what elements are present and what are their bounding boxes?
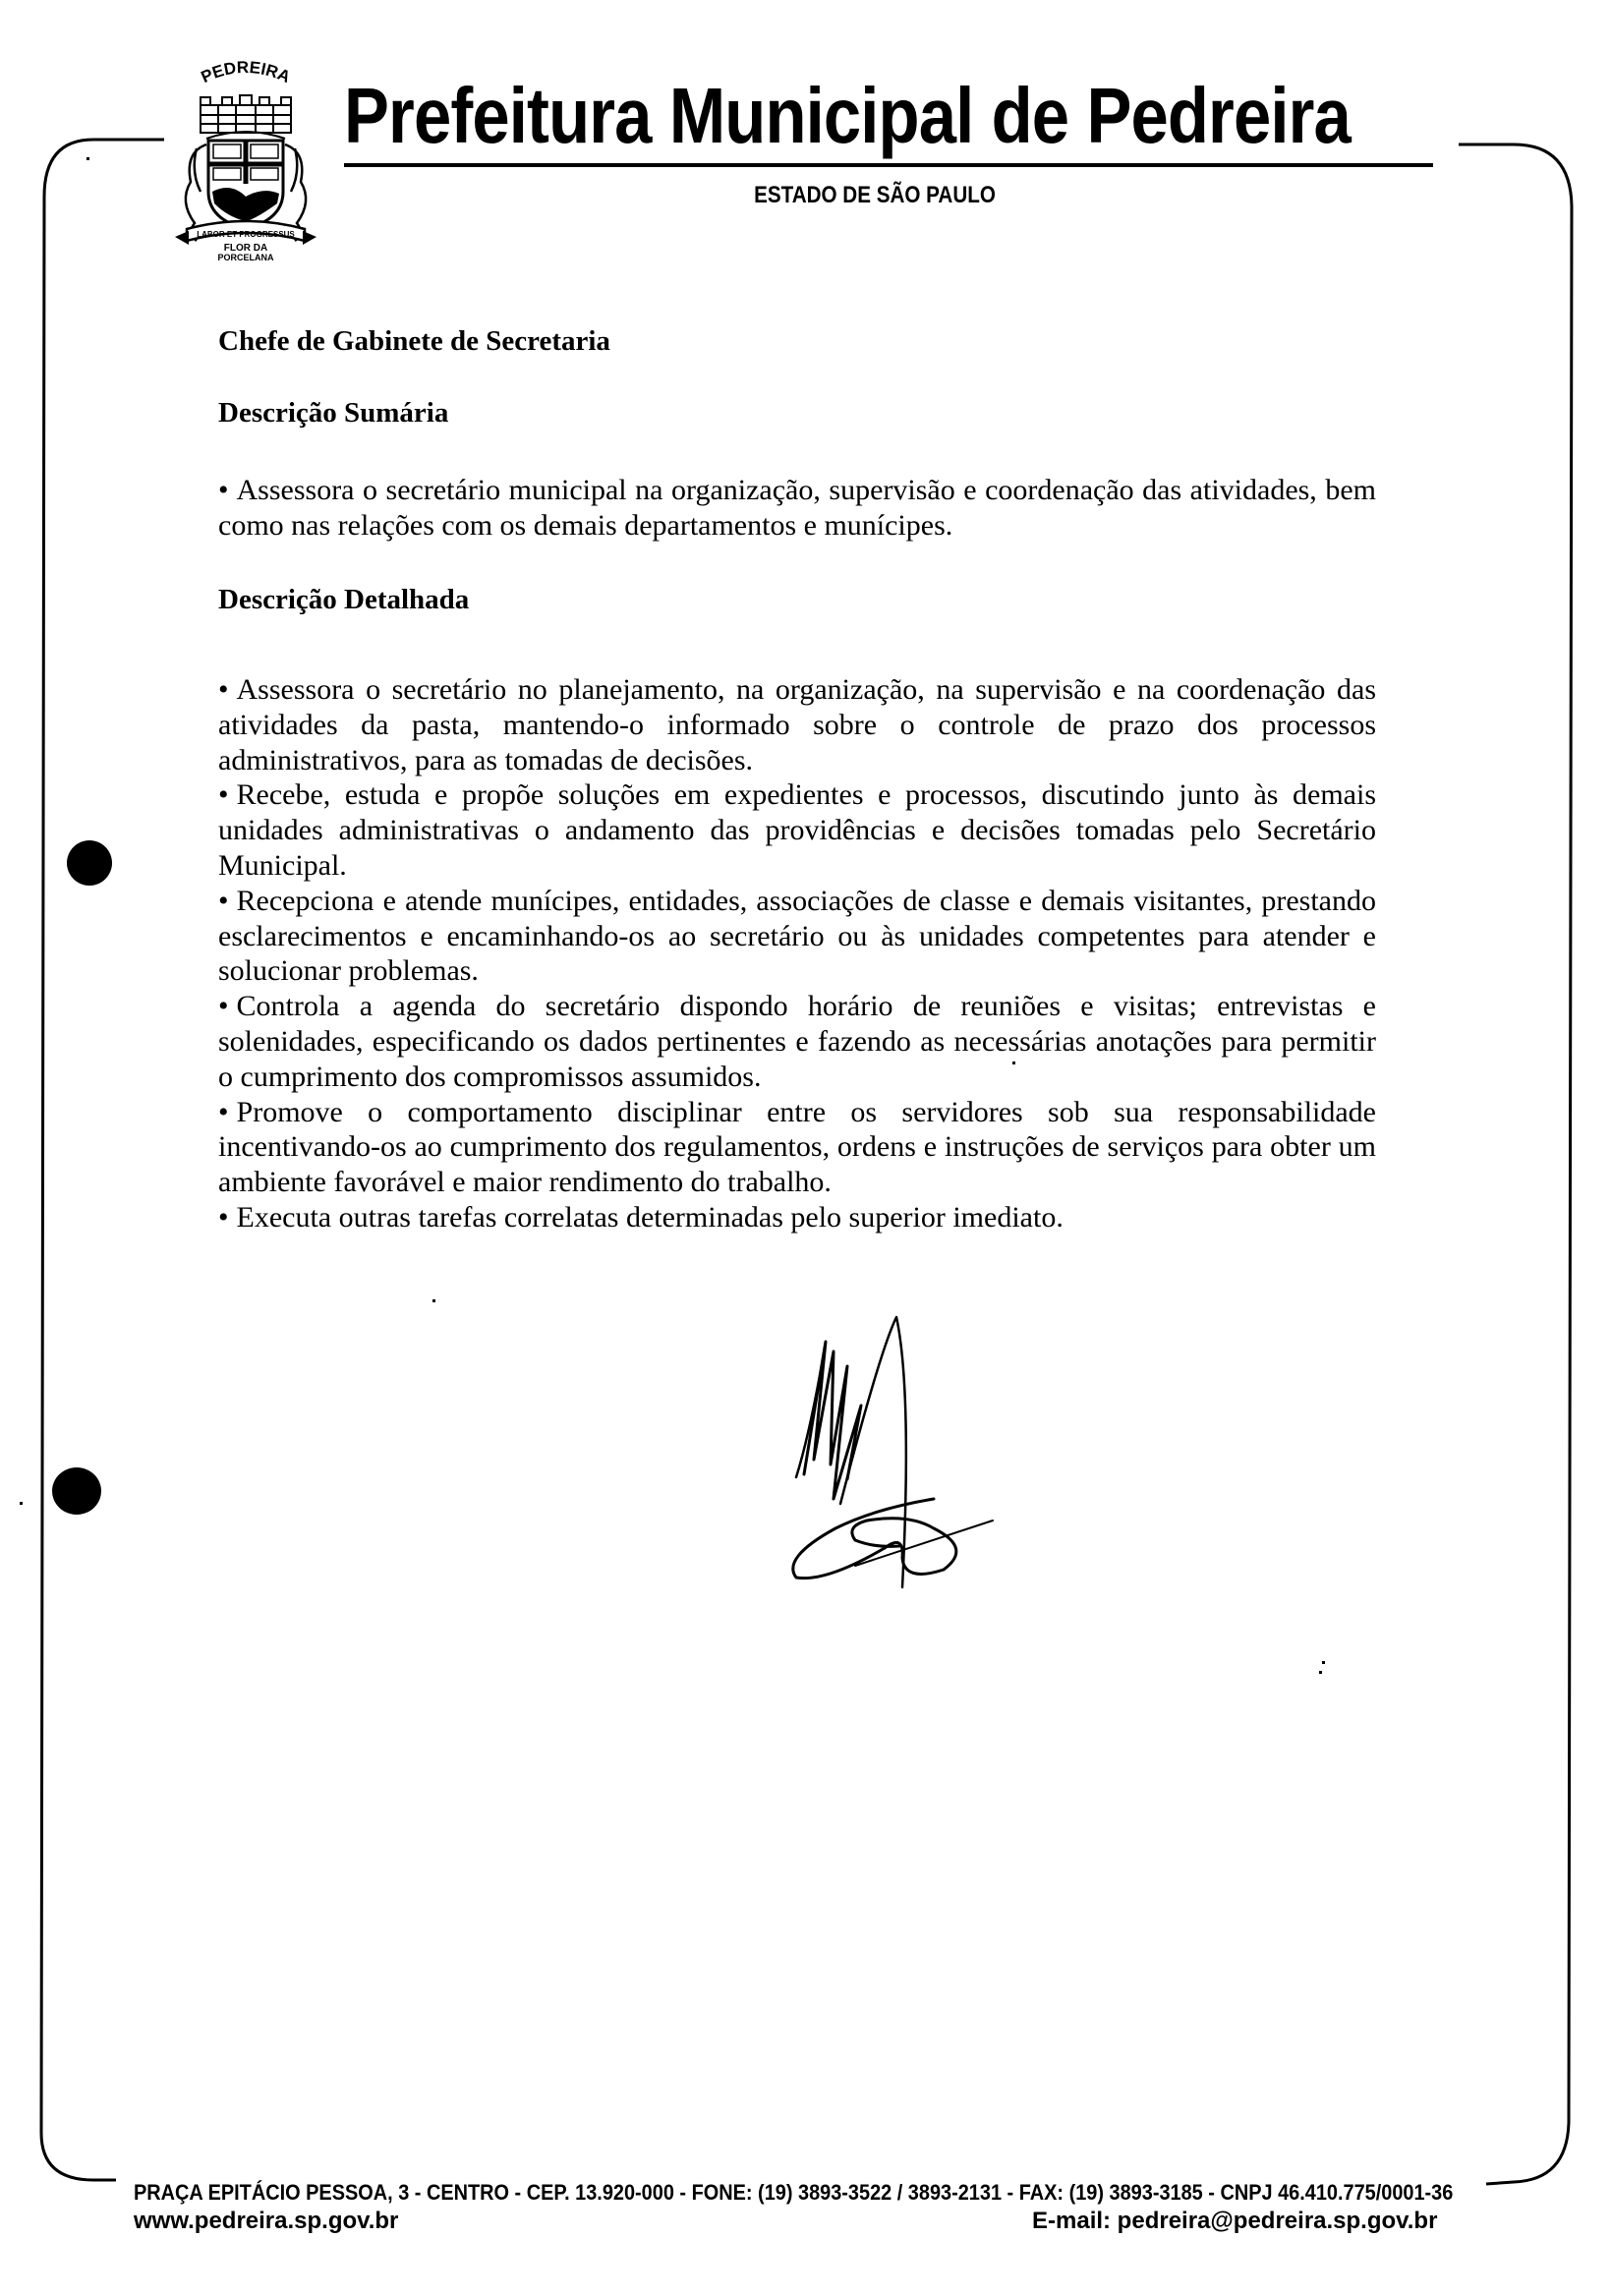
detailed-item-text: Promove o comportamento disciplinar entre os servidores sob sua responsabilidade incentivando-os ao cumprimento dos regulamentos, ordens e instruções de serviços para obter um ambiente favorável e maior rendimento do trabalho.: [218, 1095, 1376, 1199]
detailed-item-text: Executa outras tarefas correlatas determinadas pelo superior imediato.: [236, 1200, 1064, 1234]
bullet-icon: •: [218, 884, 229, 917]
municipal-crest: [157, 54, 334, 260]
detailed-item-text: Assessora o secretário no planejamento, na organização, na supervisão e na coordenação das atividades da pasta, mantendo-o informado sobre o controle de prazo dos processos administrativos, para as tomadas de decisões.: [218, 673, 1376, 776]
scan-speck: [1012, 1062, 1015, 1064]
detailed-item: [218, 672, 1376, 777]
detailed-item: [218, 884, 1376, 989]
detailed-section: [218, 672, 1376, 1235]
bullet-icon: •: [218, 1200, 229, 1234]
footer-address: PRAÇA EPITÁCIO PESSOA, 3 - CENTRO - CEP. 13.920-000 - FONE: (19) 3893-3522 / 3893-2131 - FAX: (19) 3893-3185 - CNPJ 46.410.775/0001-36: [134, 2180, 1454, 2205]
bullet-icon: •: [218, 778, 229, 812]
crest-bottom-text-2: PORCELANA: [217, 253, 274, 260]
summary-heading: Descrição Sumária: [218, 397, 449, 429]
crest-motto: LABOR ET PROGRESSUS: [197, 230, 295, 239]
detailed-heading: Descrição Detalhada: [218, 584, 470, 615]
summary-item: [218, 473, 1376, 544]
crest-top-text: PEDREIRA: [198, 57, 294, 87]
crest-bottom-text-1: FLOR DA: [223, 243, 268, 254]
detailed-item: [218, 1095, 1376, 1200]
hole-punch-upper: [67, 840, 112, 886]
scan-speck: [1322, 1661, 1325, 1664]
footer-website-link[interactable]: www.pedreira.sp.gov.br: [134, 2208, 399, 2234]
summary-section: [218, 473, 1376, 544]
letterhead-title: Prefeitura Municipal de Pedreira: [344, 72, 1351, 159]
frame-left-edge: [41, 140, 164, 2180]
scan-speck: [1319, 1671, 1322, 1674]
scan-speck: [20, 1502, 23, 1505]
detailed-item: [218, 1200, 1376, 1235]
title-underline: [344, 163, 1433, 167]
detailed-item: [218, 777, 1376, 883]
footer-email-link[interactable]: E-mail: pedreira@pedreira.sp.gov.br: [1032, 2208, 1438, 2234]
scan-speck: [86, 157, 89, 160]
detailed-item-text: Controla a agenda do secretário dispondo horário de reuniões e visitas; entrevistas e solenidades, especificando os dados pertinentes e fazendo as necessárias anotações para permitir o cumprimento dos compromissos assumidos.: [218, 990, 1376, 1093]
summary-item-text: Assessora o secretário municipal na organização, supervisão e coordenação das atividades, bem como nas relações com os demais departamentos e munícipes.: [218, 474, 1376, 542]
letterhead-subtitle: ESTADO DE SÃO PAULO: [754, 182, 996, 208]
bullet-icon: •: [218, 673, 229, 706]
coat-of-arms-icon: [157, 54, 334, 260]
detailed-item: [218, 989, 1376, 1094]
detailed-item-text: Recebe, estuda e propõe soluções em expedientes e processos, discutindo junto às demais unidades administrativas o andamento das providências e decisões tomadas pelo Secretário Municipal.: [218, 778, 1376, 882]
detailed-item-text: Recepciona e atende munícipes, entidades, associações de classe e demais visitantes, prestando esclarecimentos e encaminhando-os ao secretário ou às unidades competentes para atender e solucionar problemas.: [218, 884, 1376, 988]
svg-text:PEDREIRA: [199, 58, 293, 86]
scan-speck: [432, 1299, 435, 1302]
handwritten-signature: [786, 1312, 1052, 1602]
frame-right-edge: [1459, 144, 1572, 2184]
bullet-icon: •: [218, 1095, 229, 1128]
bullet-icon: •: [218, 474, 229, 506]
bullet-icon: •: [218, 990, 229, 1023]
job-title: Chefe de Gabinete de Secretaria: [218, 325, 610, 357]
hole-punch-lower: [52, 1467, 101, 1515]
